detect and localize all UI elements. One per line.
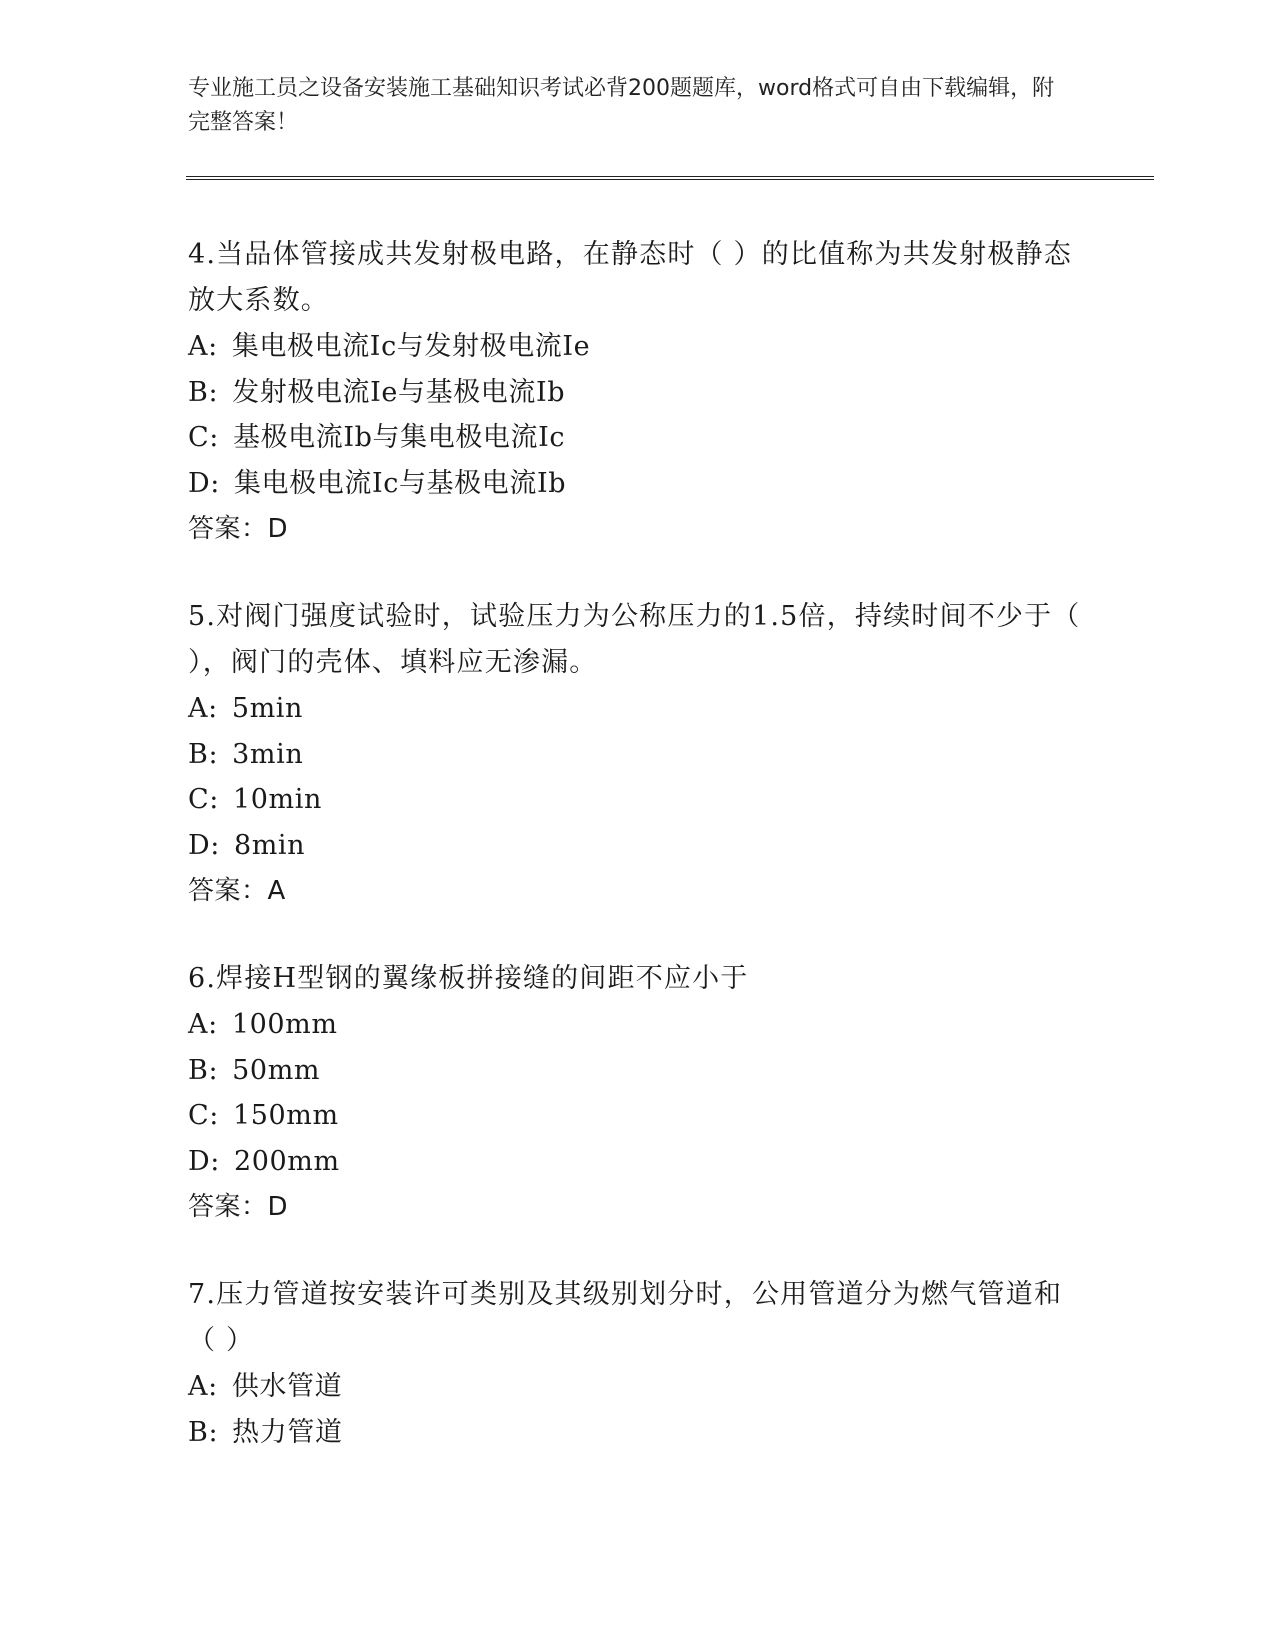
- question-item: [188, 232, 1088, 552]
- question-stem: 7.压力管道按安装许可类别及其级别划分时，公用管道分为燃气管道和（ ）: [188, 1279, 1063, 1356]
- option-letter: B: [188, 738, 209, 770]
- option-separator: :: [210, 1145, 220, 1177]
- option-text: 8min: [233, 829, 306, 861]
- question-stem: 6.焊接H型钢的翼缘板拼接缝的间距不应小于: [188, 963, 749, 994]
- option-separator: :: [208, 1371, 218, 1402]
- option-text: 热力管道: [232, 1416, 343, 1448]
- question-stem: 4.当品体管接成共发射极电路，在静态时（ ）的比值称为共发射极静态放大系数。: [188, 239, 1072, 316]
- option-separator: :: [208, 1009, 218, 1040]
- question-item: [188, 1272, 1088, 1455]
- answer-line: 答案：A: [188, 876, 286, 906]
- option-separator: :: [210, 467, 220, 499]
- option-c: [188, 777, 1088, 823]
- option-c: [188, 1093, 1088, 1139]
- option-separator: :: [209, 1100, 219, 1131]
- option-b: [188, 1410, 1088, 1456]
- option-letter: B: [188, 376, 209, 408]
- option-letter: D: [188, 1145, 211, 1177]
- option-separator: :: [208, 376, 219, 408]
- option-c: [188, 415, 1088, 461]
- option-text: 10min: [232, 784, 322, 815]
- document-header: [188, 72, 1068, 140]
- option-a: [188, 324, 1088, 370]
- option-letter: C: [188, 422, 210, 453]
- option-text: 100mm: [231, 1009, 338, 1040]
- option-letter: A: [188, 331, 209, 362]
- option-b: [188, 1048, 1088, 1094]
- option-separator: :: [208, 331, 218, 362]
- option-letter: C: [188, 784, 210, 815]
- option-text: 5min: [231, 693, 304, 724]
- option-text: 集电极电流Ic与基极电流Ib: [233, 467, 567, 499]
- option-a: [188, 1002, 1088, 1048]
- option-separator: :: [208, 1054, 219, 1086]
- option-text: 3min: [232, 738, 304, 770]
- option-separator: :: [209, 422, 219, 453]
- option-letter: A: [188, 693, 209, 724]
- option-text: 50mm: [232, 1054, 321, 1086]
- option-d: [188, 461, 1088, 507]
- option-letter: C: [188, 1100, 210, 1131]
- option-separator: :: [208, 693, 218, 724]
- option-d: [188, 1139, 1088, 1185]
- option-b: [188, 732, 1088, 778]
- option-letter: B: [188, 1416, 209, 1448]
- option-text: 供水管道: [231, 1371, 343, 1402]
- option-separator: :: [209, 784, 219, 815]
- question-list: [188, 232, 1088, 1497]
- option-d: [188, 823, 1088, 869]
- option-a: [188, 686, 1088, 732]
- option-letter: A: [188, 1371, 209, 1402]
- option-text: 基极电流Ib与集电极电流Ic: [232, 422, 566, 453]
- question-stem: 5.对阀门强度试验时，试验压力为公称压力的1.5倍，持续时间不少于（ ），阀门的壳体、填料应无渗漏。: [188, 601, 1081, 678]
- option-letter: A: [188, 1009, 209, 1040]
- option-text: 150mm: [232, 1100, 339, 1131]
- header-divider: [186, 176, 1154, 180]
- option-separator: :: [208, 738, 219, 770]
- option-separator: :: [208, 1416, 219, 1448]
- option-text: 发射极电流Ie与基极电流Ib: [232, 376, 566, 408]
- option-a: [188, 1364, 1088, 1410]
- answer-line: 答案：D: [188, 514, 289, 544]
- answer-line: 答案：D: [188, 1192, 289, 1222]
- option-letter: B: [188, 1054, 209, 1086]
- header-title: 专业施工员之设备安装施工基础知识考试必背200题题库，word格式可自由下载编辑，附完整答案！: [188, 76, 1055, 135]
- option-text: 200mm: [233, 1145, 340, 1177]
- option-letter: D: [188, 467, 211, 499]
- option-separator: :: [210, 829, 220, 861]
- question-item: [188, 594, 1088, 914]
- option-b: [188, 370, 1088, 416]
- question-item: [188, 956, 1088, 1230]
- option-text: 集电极电流Ic与发射极电流Ie: [231, 331, 591, 362]
- option-letter: D: [188, 829, 211, 861]
